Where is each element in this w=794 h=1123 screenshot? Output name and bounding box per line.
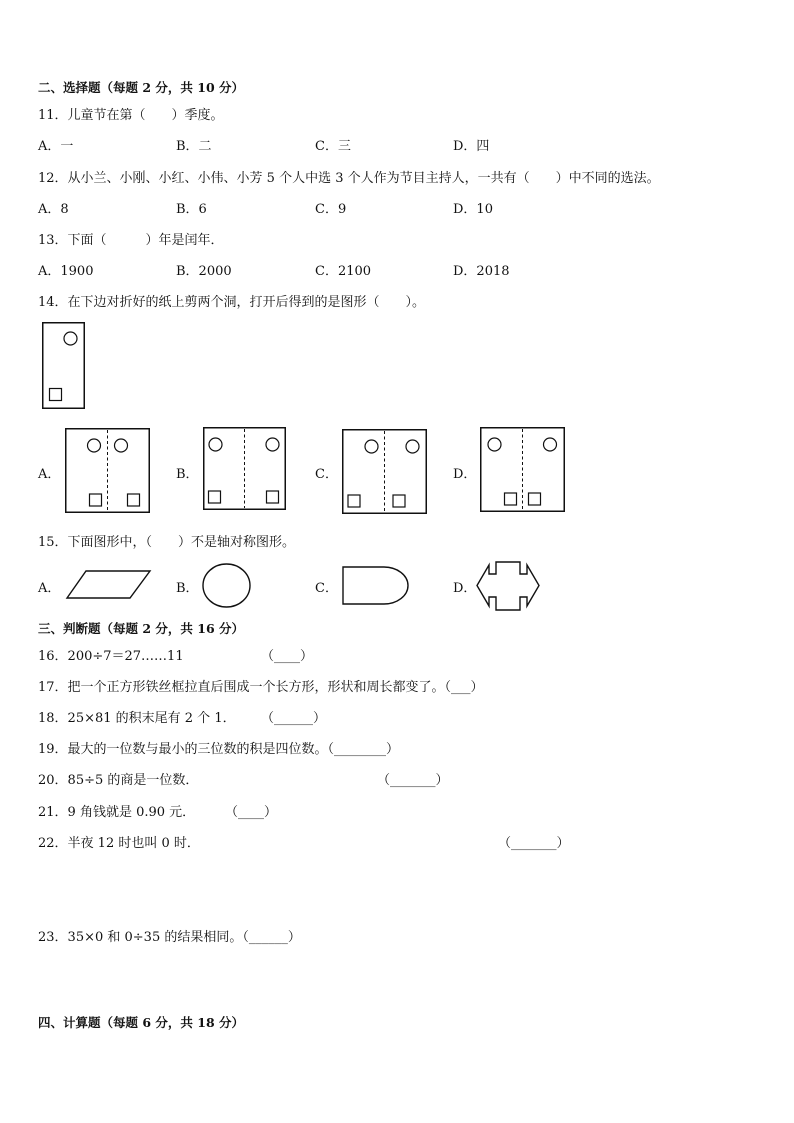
q12-option-a[interactable]: A．8 bbox=[38, 202, 69, 217]
bullet-shape[interactable] bbox=[342, 566, 410, 606]
question-15: 15．下面图形中，（ ）不是轴对称图形。 bbox=[38, 535, 296, 550]
circle-shape[interactable] bbox=[202, 563, 252, 609]
parallelogram-shape[interactable] bbox=[66, 570, 152, 600]
q15-option-b[interactable]: B． bbox=[176, 581, 199, 596]
section-3-title: 三、判断题（每题 2 分，共 16 分） bbox=[38, 621, 245, 636]
section-4-title: 四、计算题（每题 6 分，共 18 分） bbox=[38, 1015, 245, 1030]
q15-option-c[interactable]: C． bbox=[315, 581, 338, 596]
q14-figure-b[interactable] bbox=[203, 427, 287, 511]
question-23: 23．35×0 和 0÷35 的结果相同。（______） bbox=[38, 930, 301, 945]
q15-option-d[interactable]: D． bbox=[453, 581, 477, 596]
q14-figure-d[interactable] bbox=[480, 427, 566, 513]
q14-figure-c[interactable] bbox=[342, 429, 428, 515]
q14-option-d[interactable]: D． bbox=[453, 467, 477, 482]
q13-option-a[interactable]: A．1900 bbox=[38, 264, 94, 279]
q11-option-c[interactable]: C．三 bbox=[315, 139, 351, 154]
q13-option-b[interactable]: B．2000 bbox=[176, 264, 232, 279]
q11-option-a[interactable]: A．一 bbox=[38, 139, 74, 154]
q14-option-c[interactable]: C． bbox=[315, 467, 338, 482]
question-22: 22．半夜 12 时也叫 0 时． bbox=[38, 836, 200, 851]
question-13: 13．下面（ ）年是闰年． bbox=[38, 233, 224, 248]
question-17: 17．把一个正方形铁丝框拉直后围成一个长方形，形状和周长都变了。（___） bbox=[38, 680, 484, 695]
question-11: 11．儿童节在第（ ）季度。 bbox=[38, 108, 224, 123]
q20-answer-blank[interactable]: （_______） bbox=[377, 773, 449, 788]
q21-answer-blank[interactable]: （____） bbox=[225, 805, 278, 820]
double-arrow-cross-shape[interactable] bbox=[476, 561, 540, 611]
q13-option-d[interactable]: D．2018 bbox=[453, 264, 510, 279]
q14-option-b[interactable]: B． bbox=[176, 467, 199, 482]
q13-option-c[interactable]: C．2100 bbox=[315, 264, 372, 279]
question-18: 18．25×81 的积末尾有 2 个 1． bbox=[38, 711, 236, 726]
q12-option-c[interactable]: C．9 bbox=[315, 202, 347, 217]
q14-option-a[interactable]: A． bbox=[38, 467, 61, 482]
q16-answer-blank[interactable]: （____） bbox=[261, 649, 314, 664]
q12-option-b[interactable]: B．6 bbox=[176, 202, 207, 217]
q14-figure-a[interactable] bbox=[65, 428, 151, 514]
q15-option-a[interactable]: A． bbox=[38, 581, 61, 596]
question-19: 19．最大的一位数与最小的三位数的积是四位数。（________） bbox=[38, 742, 400, 757]
q11-option-d[interactable]: D．四 bbox=[453, 139, 490, 154]
q22-answer-blank[interactable]: （_______） bbox=[498, 836, 570, 851]
question-20: 20．85÷5 的商是一位数． bbox=[38, 773, 199, 788]
section-2-title: 二、选择题（每题 2 分，共 10 分） bbox=[38, 80, 245, 95]
folded-paper-figure bbox=[42, 322, 86, 410]
q11-option-b[interactable]: B．二 bbox=[176, 139, 212, 154]
question-16: 16．200÷7＝27……11 bbox=[38, 649, 184, 664]
question-12: 12．从小兰、小刚、小红、小伟、小芳 5 个人中选 3 个人作为节目主持人，一共有（ ）中不同的选法。 bbox=[38, 171, 660, 186]
question-21: 21．9 角钱就是 0.90 元． bbox=[38, 805, 196, 820]
q12-option-d[interactable]: D．10 bbox=[453, 202, 493, 217]
q18-answer-blank[interactable]: （______） bbox=[261, 711, 327, 726]
question-14: 14．在下边对折好的纸上剪两个洞，打开后得到的是图形（ ）。 bbox=[38, 295, 426, 310]
